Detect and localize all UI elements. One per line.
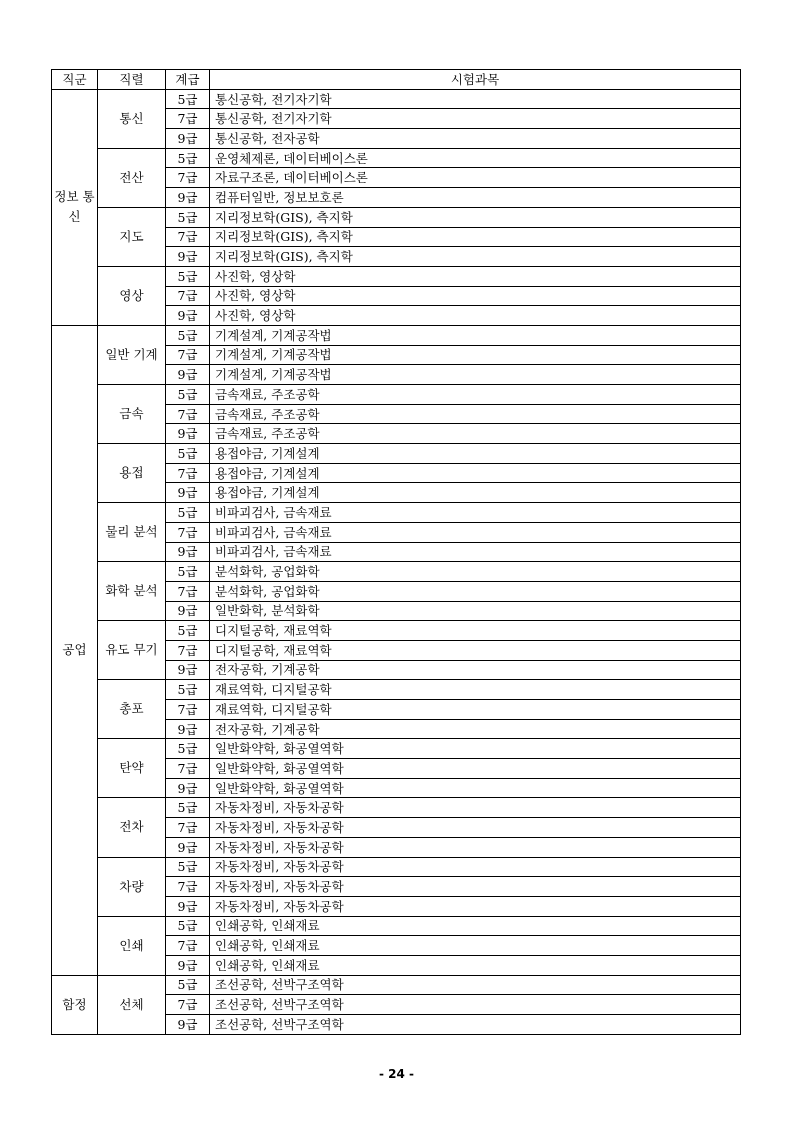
subjects-cell: 컴퓨터일반, 정보보호론 [210, 188, 741, 208]
grade-cell: 7급 [166, 877, 210, 897]
subjects-cell: 지리정보학(GIS), 측지학 [210, 227, 741, 247]
position-cell: 용접 [98, 444, 166, 503]
table-row [52, 739, 741, 759]
grade-cell: 5급 [166, 916, 210, 936]
grade-cell: 9급 [166, 660, 210, 680]
grade-cell: 5급 [166, 975, 210, 995]
subjects-cell: 조선공학, 선박구조역학 [210, 1015, 741, 1035]
subjects-cell: 비파괴검사, 금속재료 [210, 522, 741, 542]
table-row [52, 503, 741, 523]
table-row [52, 562, 741, 582]
subjects-cell: 자동차정비, 자동차공학 [210, 837, 741, 857]
subjects-cell: 분석화학, 공업화학 [210, 581, 741, 601]
grade-cell: 5급 [166, 503, 210, 523]
grade-cell: 5급 [166, 444, 210, 464]
position-cell: 차량 [98, 857, 166, 916]
grade-cell: 9급 [166, 365, 210, 385]
category-group [52, 89, 741, 325]
grade-cell: 9급 [166, 837, 210, 857]
subjects-cell: 일반화약학, 화공열역학 [210, 759, 741, 779]
position-cell: 선체 [98, 975, 166, 1034]
grade-cell: 7급 [166, 463, 210, 483]
subjects-cell: 용접야금, 기계설계 [210, 463, 741, 483]
subjects-cell: 조선공학, 선박구조역학 [210, 995, 741, 1015]
subjects-cell: 통신공학, 전자공학 [210, 129, 741, 149]
grade-cell: 9급 [166, 188, 210, 208]
subjects-cell: 재료역학, 디지털공학 [210, 680, 741, 700]
grade-cell: 7급 [166, 581, 210, 601]
position-cell: 금속 [98, 385, 166, 444]
subjects-cell: 전자공학, 기계공학 [210, 719, 741, 739]
grade-cell: 5급 [166, 266, 210, 286]
grade-cell: 5급 [166, 325, 210, 345]
header-category: 직군 [52, 70, 98, 90]
table-row [52, 680, 741, 700]
category-cell: 정보 통신 [52, 89, 98, 325]
category-group [52, 975, 741, 1034]
subjects-cell: 금속재료, 주조공학 [210, 404, 741, 424]
subjects-cell: 일반화약학, 화공열역학 [210, 778, 741, 798]
grade-cell: 5급 [166, 798, 210, 818]
subjects-cell: 전자공학, 기계공학 [210, 660, 741, 680]
grade-cell: 5급 [166, 207, 210, 227]
grade-cell: 7급 [166, 936, 210, 956]
table-row [52, 325, 741, 345]
subjects-cell: 비파괴검사, 금속재료 [210, 503, 741, 523]
subjects-cell: 통신공학, 전기자기학 [210, 109, 741, 129]
grade-cell: 7급 [166, 345, 210, 365]
grade-cell: 7급 [166, 700, 210, 720]
subjects-cell: 비파괴검사, 금속재료 [210, 542, 741, 562]
grade-cell: 5급 [166, 385, 210, 405]
header-grade: 계급 [166, 70, 210, 90]
grade-cell: 9급 [166, 424, 210, 444]
page-number: - 24 - [378, 1067, 414, 1081]
table-row [52, 798, 741, 818]
table-row [52, 857, 741, 877]
grade-cell: 7급 [166, 759, 210, 779]
position-cell: 지도 [98, 207, 166, 266]
grade-cell: 5급 [166, 680, 210, 700]
header-subjects: 시험과목 [210, 70, 741, 90]
position-cell: 전차 [98, 798, 166, 857]
grade-cell: 7급 [166, 227, 210, 247]
grade-cell: 7급 [166, 818, 210, 838]
grade-cell: 5급 [166, 148, 210, 168]
grade-cell: 5급 [166, 621, 210, 641]
subjects-cell: 사진학, 영상학 [210, 306, 741, 326]
subjects-cell: 분석화학, 공업화학 [210, 562, 741, 582]
table-row [52, 444, 741, 464]
subjects-cell: 금속재료, 주조공학 [210, 424, 741, 444]
subjects-cell: 금속재료, 주조공학 [210, 385, 741, 405]
subjects-cell: 인쇄공학, 인쇄재료 [210, 936, 741, 956]
subjects-cell: 지리정보학(GIS), 측지학 [210, 207, 741, 227]
subjects-cell: 운영체제론, 데이터베이스론 [210, 148, 741, 168]
subjects-cell: 자동차정비, 자동차공학 [210, 896, 741, 916]
subjects-cell: 인쇄공학, 인쇄재료 [210, 916, 741, 936]
grade-cell: 7급 [166, 640, 210, 660]
table-row [52, 207, 741, 227]
subjects-cell: 지리정보학(GIS), 측지학 [210, 247, 741, 267]
position-cell: 통신 [98, 89, 166, 148]
position-cell: 유도 무기 [98, 621, 166, 680]
table-header [52, 70, 741, 90]
grade-cell: 9급 [166, 778, 210, 798]
position-cell: 전산 [98, 148, 166, 207]
exam-subjects-table [51, 69, 741, 1035]
header-position: 직렬 [98, 70, 166, 90]
table-row [52, 385, 741, 405]
subjects-cell: 기계설계, 기계공작법 [210, 345, 741, 365]
table-row [52, 975, 741, 995]
table-row [52, 266, 741, 286]
grade-cell: 9급 [166, 896, 210, 916]
grade-cell: 7급 [166, 109, 210, 129]
position-cell: 일반 기계 [98, 325, 166, 384]
grade-cell: 9급 [166, 483, 210, 503]
grade-cell: 9급 [166, 306, 210, 326]
subjects-cell: 일반화학, 분석화학 [210, 601, 741, 621]
position-cell: 인쇄 [98, 916, 166, 975]
subjects-cell: 디지털공학, 재료역학 [210, 621, 741, 641]
subjects-cell: 통신공학, 전기자기학 [210, 89, 741, 109]
subjects-cell: 디지털공학, 재료역학 [210, 640, 741, 660]
category-cell: 함정 [52, 975, 98, 1034]
table-row [52, 621, 741, 641]
subjects-cell: 기계설계, 기계공작법 [210, 365, 741, 385]
grade-cell: 7급 [166, 995, 210, 1015]
grade-cell: 9급 [166, 129, 210, 149]
subjects-cell: 조선공학, 선박구조역학 [210, 975, 741, 995]
subjects-cell: 자동차정비, 자동차공학 [210, 818, 741, 838]
subjects-cell: 자료구조론, 데이터베이스론 [210, 168, 741, 188]
subjects-cell: 사진학, 영상학 [210, 266, 741, 286]
grade-cell: 9급 [166, 1015, 210, 1035]
grade-cell: 7급 [166, 168, 210, 188]
subjects-cell: 일반화약학, 화공열역학 [210, 739, 741, 759]
position-cell: 탄약 [98, 739, 166, 798]
grade-cell: 7급 [166, 404, 210, 424]
table-row [52, 148, 741, 168]
category-cell: 공업 [52, 325, 98, 975]
subjects-cell: 자동차정비, 자동차공학 [210, 857, 741, 877]
grade-cell: 9급 [166, 542, 210, 562]
position-cell: 영상 [98, 266, 166, 325]
subjects-cell: 용접야금, 기계설계 [210, 483, 741, 503]
grade-cell: 5급 [166, 89, 210, 109]
grade-cell: 5급 [166, 562, 210, 582]
subjects-cell: 용접야금, 기계설계 [210, 444, 741, 464]
grade-cell: 7급 [166, 522, 210, 542]
grade-cell: 5급 [166, 857, 210, 877]
grade-cell: 9급 [166, 601, 210, 621]
subjects-cell: 자동차정비, 자동차공학 [210, 877, 741, 897]
table-row [52, 916, 741, 936]
grade-cell: 7급 [166, 286, 210, 306]
subjects-cell: 인쇄공학, 인쇄재료 [210, 955, 741, 975]
grade-cell: 9급 [166, 247, 210, 267]
grade-cell: 5급 [166, 739, 210, 759]
grade-cell: 9급 [166, 955, 210, 975]
position-cell: 총포 [98, 680, 166, 739]
subjects-cell: 재료역학, 디지털공학 [210, 700, 741, 720]
position-cell: 화학 분석 [98, 562, 166, 621]
grade-cell: 9급 [166, 719, 210, 739]
category-group [52, 325, 741, 975]
subjects-cell: 기계설계, 기계공작법 [210, 325, 741, 345]
position-cell: 물리 분석 [98, 503, 166, 562]
header-row [52, 70, 741, 90]
subjects-cell: 사진학, 영상학 [210, 286, 741, 306]
subjects-cell: 자동차정비, 자동차공학 [210, 798, 741, 818]
table-row [52, 89, 741, 109]
